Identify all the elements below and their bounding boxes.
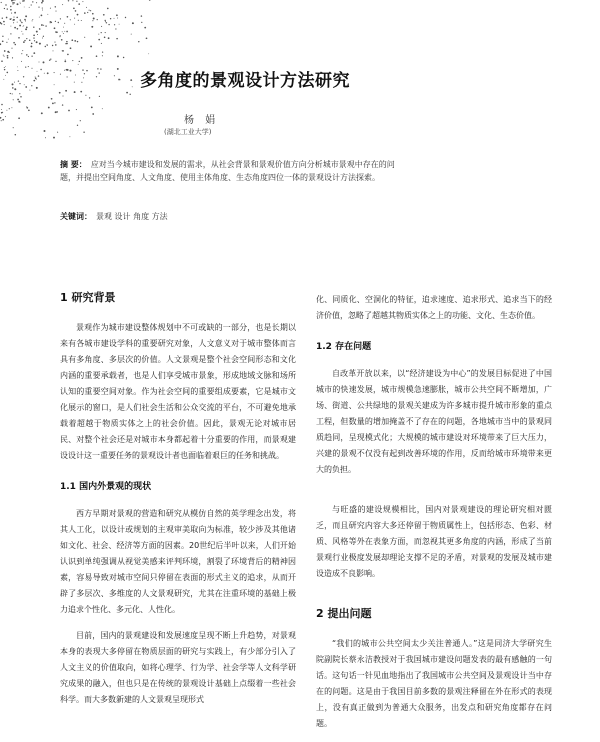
keywords [60, 211, 168, 222]
abstract [60, 158, 410, 184]
left-column [60, 290, 296, 718]
abstract-text: 应对当今城市建设和发展的需求，从社会背景和景观价值方向分析城市景观中存在的问题，并提出空间角度、人文角度、使用主体角度、生态角度四位一体的景观设计方法探索。 [60, 160, 395, 182]
paragraph: 目前，国内的景观建设和发展速度呈现不断上升趋势，对景观本身的表现大多停留在物质层面的研究与实践上，有少部分引入了人文主义的价值取向，如将心理学、行为学、社会学等人文科学研究成果的融入，但也只是在传统的景观设计基础上点缀着一些社会科学。而大多数新建的人文景观呈现形式 [60, 631, 296, 704]
paragraph: 自改革开放以来，以“经济建设为中心”的发展目标促进了中国城市的快速发展，城市规模急速膨胀，城市公共空间不断增加，广场、街道、公共绿地的景观关建成为许多城市提升城市形象的重点工程，但数量的增加掩盖不了存在的问题，各地城市当中的景观同质趋同，呈现模式化；大规模的城市建设对环境带来了巨大压力，兴建的景观不仅没有起到改善环境的作用，反而给城市环境带来更大的负担。 [316, 369, 552, 474]
section-heading-raise-question: 2 提出问题 [316, 607, 372, 620]
abstract-label: 摘 要： [60, 160, 87, 169]
subsection-heading-status: 1.1 国内外景观的现状 [60, 482, 152, 492]
paragraph: 景观作为城市建设整体规划中不可或缺的一部分，也是长期以来有各城市建设学科的重要研究对象，人文意义对于城市整体而言具有多角度、多层次的价值。人文景观是整个社会空间形态和文化内涵的重要承载者，也是人们享受城市景象，形成地域文脉和场所认知的重要空间对象。作为社会空间的重要组成要素，它是城市文化展示的窗口，是人们社会生活和公众交流的平台，不可避免地承载着超越于物质实体之上的社会价值。因此，景观无论对城市居民、对整个社会还是对城市本身都起着十分重要的作用，而景观建设设计这一重要任务的景观设计者也面临着艰巨的任务和挑战。 [60, 323, 296, 460]
paragraph: 化、同质化、空洞化的特征，追求速度、追求形式、追求当下的经济价值，忽略了超越其物质实体之上的功能、文化、生态价值。 [316, 295, 552, 320]
subsection-heading-problems: 1.2 存在问题 [316, 342, 372, 352]
paragraph: 与旺盛的建设规模相比，国内对景观建设的理论研究相对匮乏，而且研究内容大多还停留于物质属性上，包括形态、色彩、材质、风格等外在表象方面，而忽视其更多角度的内涵，形成了当前景观行业极度发展却理论支撑不足的矛盾，对景观的发展及城市建设造成不良影响。 [316, 505, 552, 578]
paragraph: “我们的城市公共空间太少关注普通人。”这是同济大学研究生院副院长蔡永洁教授对于我国城市建设问题发表的最有感触的一句话。这句话一针见血地指出了我国城市公共空间及景观设计当中存在的问题。这是由于我国目前多数的景观注释留在外在形式的表现上，没有真正做到为普通大众服务，出发点和研究角度都存在问题。 [316, 639, 552, 728]
keywords-label: 关键词： [60, 212, 92, 221]
author-name: 杨 娟 [184, 115, 220, 126]
paper-title: 多角度的景观设计方法研究 [140, 71, 350, 91]
section-heading-research-background: 1 研究背景 [60, 291, 116, 304]
corner-speckle-decoration [0, 0, 160, 140]
right-column [316, 292, 552, 742]
author-affiliation: (湖北工业大学) [164, 128, 212, 136]
keywords-text: 景观 设计 角度 方法 [96, 212, 168, 221]
paragraph: 西方早期对景观的营造和研究从模仿自然的英学理念出发，将其人工化，以设计或规划的主观审美取向为标准，较少涉及其他诸如文化、社会、经济等方面的因素。20世纪后半叶以来，人们开始认识到单纯强调从视觉美感来评判环境，割裂了环境背后的精神因素，容易导致对城市空间只停留在表面的形式主义的追求，从而开辟了多层次、多维度的人文景观研究，尤其在注重环境的基础上极力追求个性化、多元化、人性化。 [60, 509, 296, 614]
